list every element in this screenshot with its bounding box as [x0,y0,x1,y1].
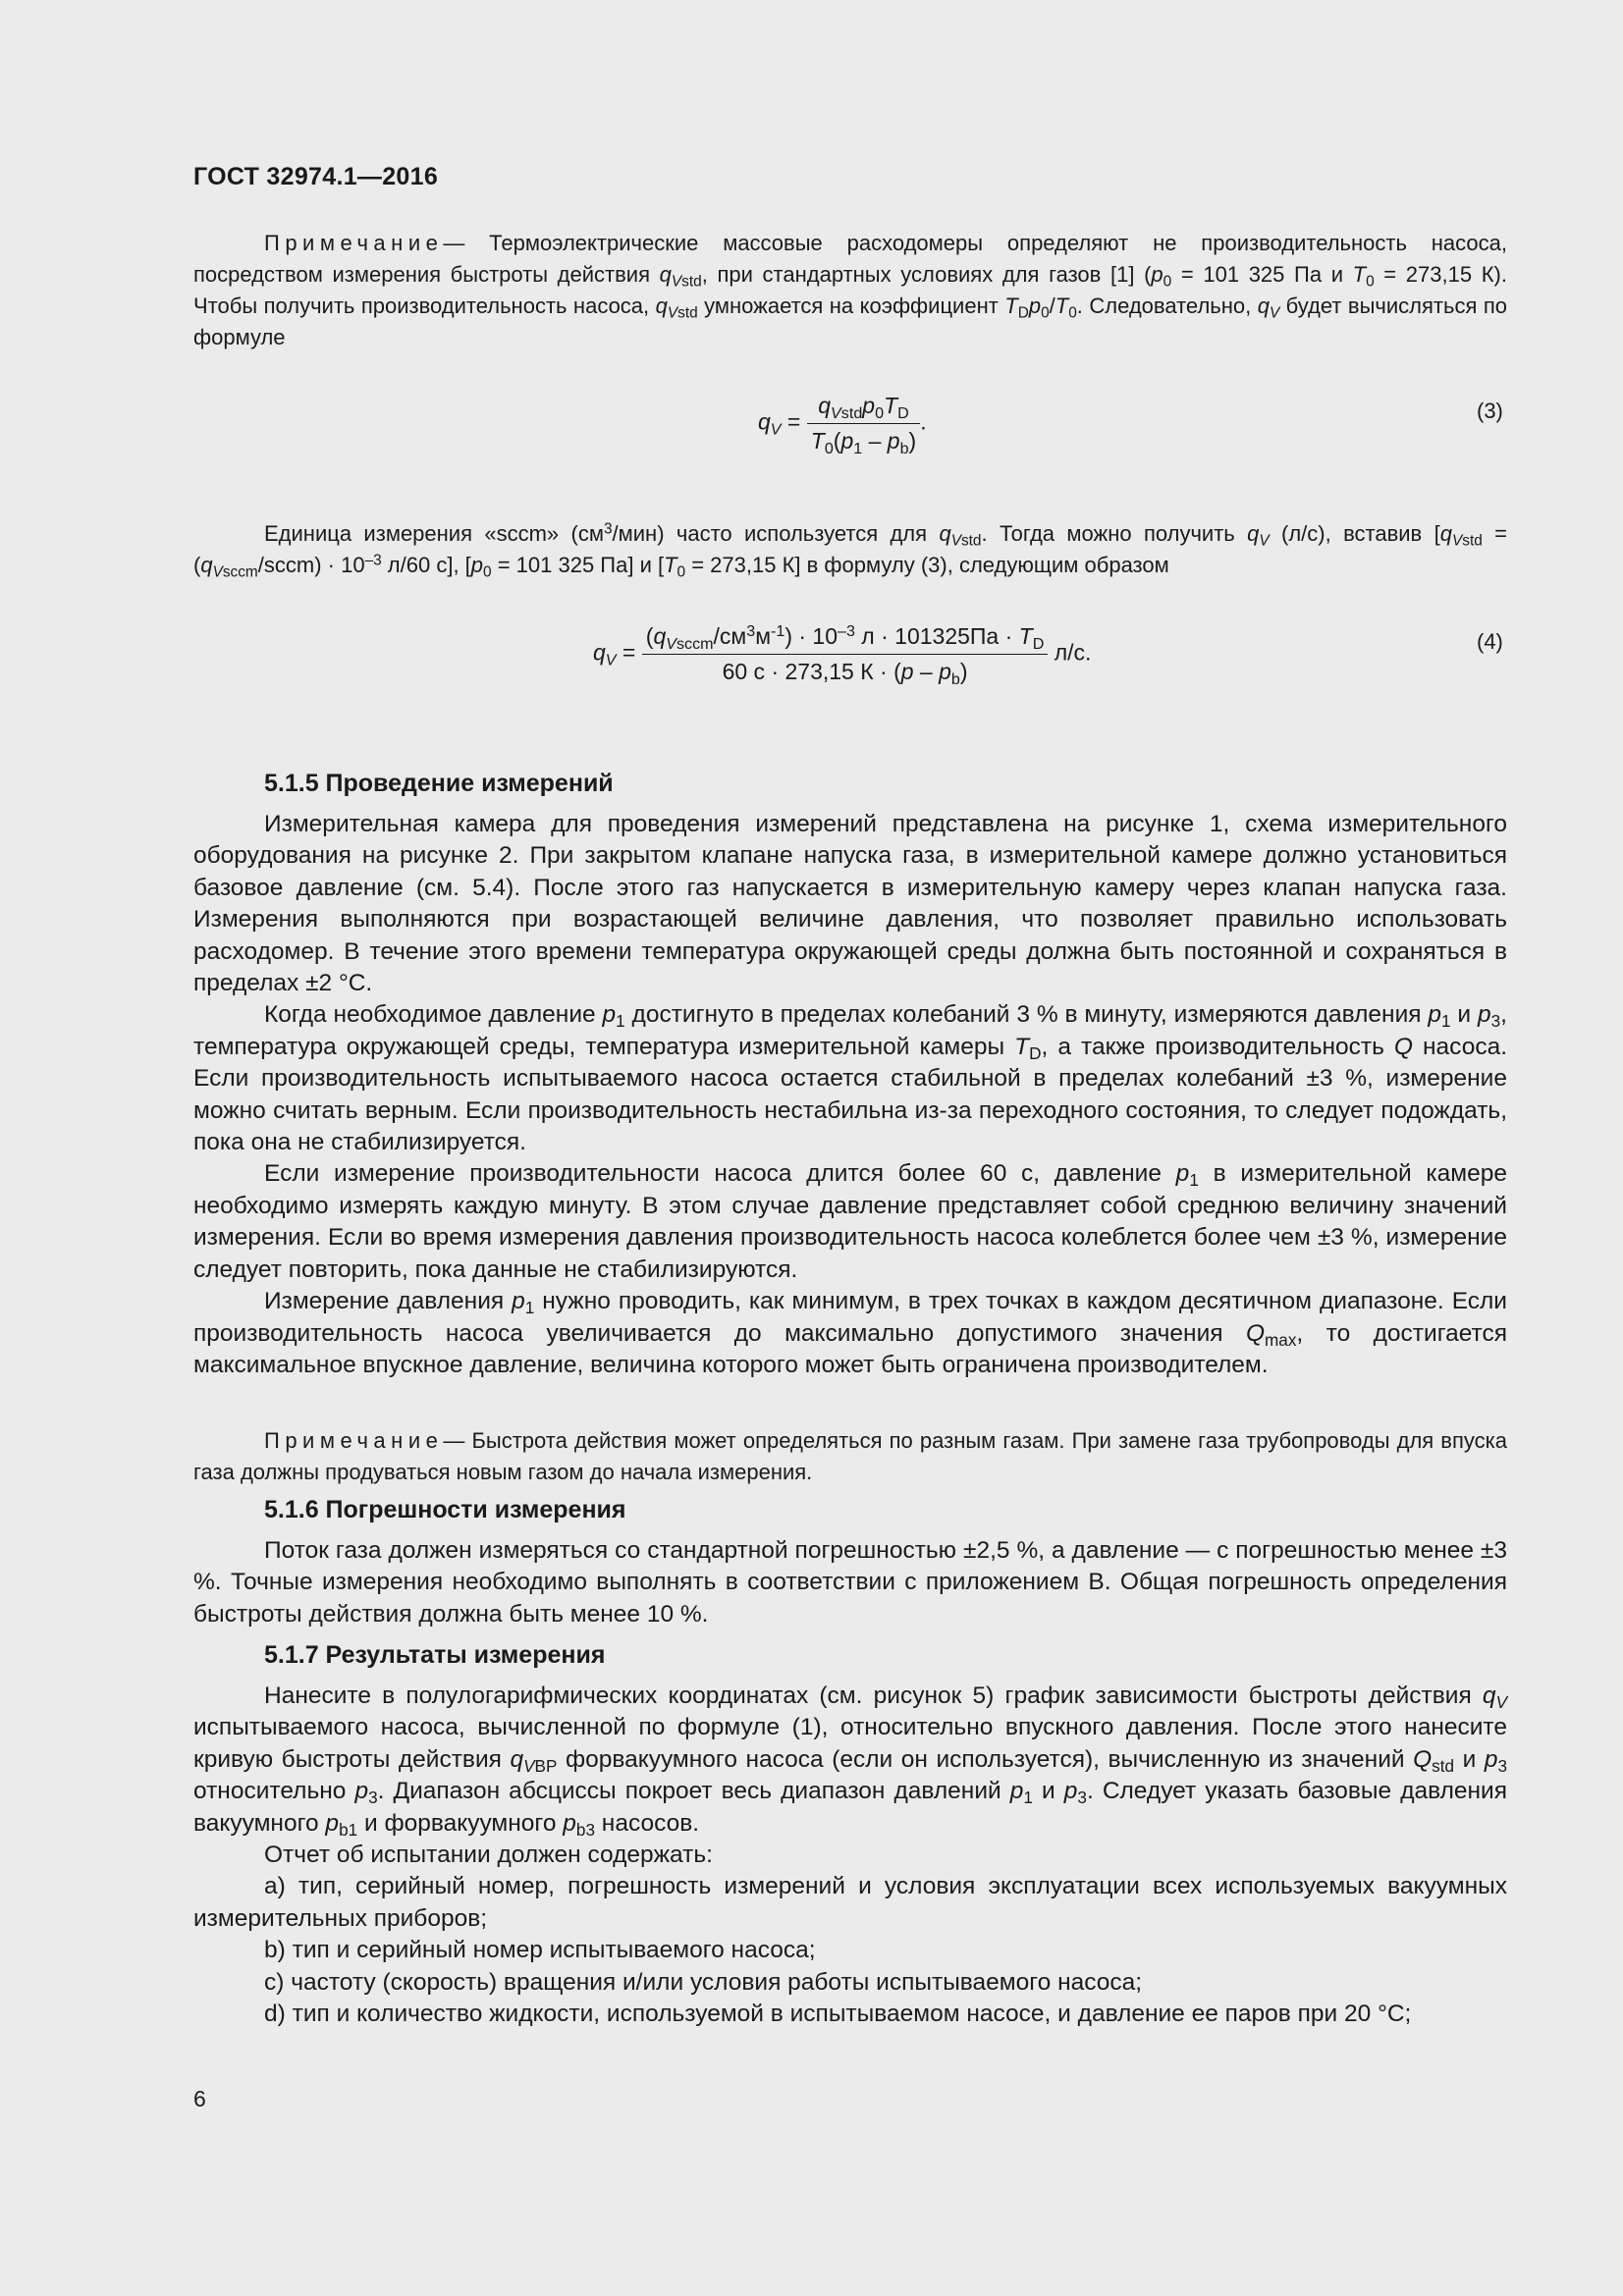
note-1: Примечание— Термоэлектрические массовые расходомеры определяют не производительность насоса, посредством измерения быстроты действия $q_{Vstd}$, при стандартных условиях для газов [1] ($p_0 = 101$ 325 Па и $T_0 = 273,15$ К). Чтобы получить производительность насоса, $q_{Vstd}$ умножается на коэффициент $T_Dp_0/T_0$. Следовательно, $q_V$ будет вычисляться по формуле [193,231,1507,349]
section-5-1-7-body: Нанесите в полулогарифмических координатах (см. рисунок 5) график зависимости быстроты действия $q_V$ испытываемого насоса, вычисленной по формуле (1), относительно впускного давления. После этого нанесите кривую быстроты действия $q_{VBP}$ форвакуумного насоса (если он используется), вычисленную из значений $Q_{std}$ и $p_3$ относительно $p_3$. Диапазон абсциссы покроет весь диапазон давлений $p_1$ и $p_3$. Следует указать базовые давления вакуумного $p_{b1}$ и форвакуумного $p_{b3}$ насосов. Отчет об испытании должен содержать: а) тип, серийный номер, погрешность измерений и условия эксплуатации всех используемых вакуумных измерительных приборов; b) тип и серийный номер испытываемого насоса; c) частоту (скорость) вращения и/или условия работы испытываемого насоса; d) тип и количество жидкости, используемой в испытываемом насосе, и давление ее паров при 20 °С; [193,1681,1507,2030]
page-number: 6 [193,2086,206,2111]
list-item: d) тип и количество жидкости, используемой в испытываемом насосе, и давление ее паров при 20 °С; [264,2001,1412,2028]
section-5-1-6-title: 5.1.6 Погрешности измерения [264,1496,626,1523]
formula-3: $q_V$ = $\frac{q_{Vstd}p_0T_D}{T_0(p_1 - p_b)}$ . [758,393,927,457]
list-item: а) тип, серийный номер, погрешность измерений и условия эксплуатации всех используемых вакуумных измерительных приборов; [193,1873,1507,1932]
section-5-1-5-body: Измерительная камера для проведения измерений представлена на рисунке 1, схема измерительного оборудования на рисунке 2. При закрытом клапане напуска газа, в измерительной камере должно установиться базовое давление (см. 5.4). После этого газ напускается в измерительную камеру через клапан напуска газа. Измерения выполняются при возрастающей величине давления, что позволяет правильно использовать расходомер. В течение этого времени температура окружающей среды должна быть постоянной и сохраняться в пределах ±2 °С. Когда необходимое давление $p_1$ достигнуто в пределах колебаний 3 % в минуту, измеряются давления $p_1$ и $p_3$, температура окружающей среды, температура измерительной камеры $T_D$, а также производительность Q насоса. Если производительность испытываемого насоса остается стабильной в пределах колебаний ±3 %, измерение можно считать верным. Если производительность нестабильна из-за переходного состояния, то следует подождать, пока она не стабилизируется. Если измерение производительности насоса длится более 60 с, давление $p_1$ в измерительной камере необходимо измерять каждую минуту. В этом случае давление представляет собой среднюю величину значений измерения. Если во время измерения давления производительность насоса колеблется более чем ±3 %, измерение следует повторить, пока данные не стабилизируются. Измерение давления $p_1$ нужно проводить, как минимум, в трех точках в каждом десятичном диапазоне. Если производительность насоса увеличивается до максимально допустимого значения $Q_{max}$, то достигается максимальное впускное давление, величина которого может быть ограничена производителем. [193,811,1508,1378]
formula-4: $q_V$ = $\frac{(q_{Vsccm}/см^3м^{-1}) \cdot 10^{-3} л \cdot 101325Па \cdot T_D}{60 с \cdot 273,15 К \cdot (p - p_b)}$ л/с. [593,621,1092,688]
note-label: Примечание [264,231,444,255]
note-2: Примечание— Быстрота действия может определяться по разным газам. При замене газа трубопроводы для впуска газа должны продуваться новым газом до начала измерения. [193,1428,1507,1484]
section-5-1-6-body: Поток газа должен измеряться со стандартной погрешностью ±2,5 %, а давление — с погрешностью менее ±3 %. Точные измерения необходимо выполнять в соответствии с приложением В. Общая погрешность определения быстроты действия должна быть менее 10 %. [193,1537,1507,1628]
section-5-1-5-title: 5.1.5 Проведение измерений [264,770,614,797]
equation-number-3: (3) [1477,399,1503,423]
section-5-1-7-title: 5.1.7 Результаты измерения [264,1641,606,1669]
equation-number-4: (4) [1477,629,1503,654]
unit-paragraph: Единица измерения «sccm» $(см^3/мин)$ часто используется для $q_{Vstd}$. Тогда можно получить $q_V$ (л/с), вставив [$q_{Vstd}$ = $(q_{Vsccm}/sccm) \cdot 10^{-3}$ л/60 с], [$p_0 = 101$ 325 Па] и [$T_0 = 273,15$ К] в формулу (3), следующим образом [193,520,1507,581]
document-header: ГОСТ 32974.1—2016 [193,163,439,190]
list-item: c) частоту (скорость) вращения и/или условия работы испытываемого насоса; [264,1968,1143,1996]
list-item: b) тип и серийный номер испытываемого насоса; [264,1937,816,1964]
